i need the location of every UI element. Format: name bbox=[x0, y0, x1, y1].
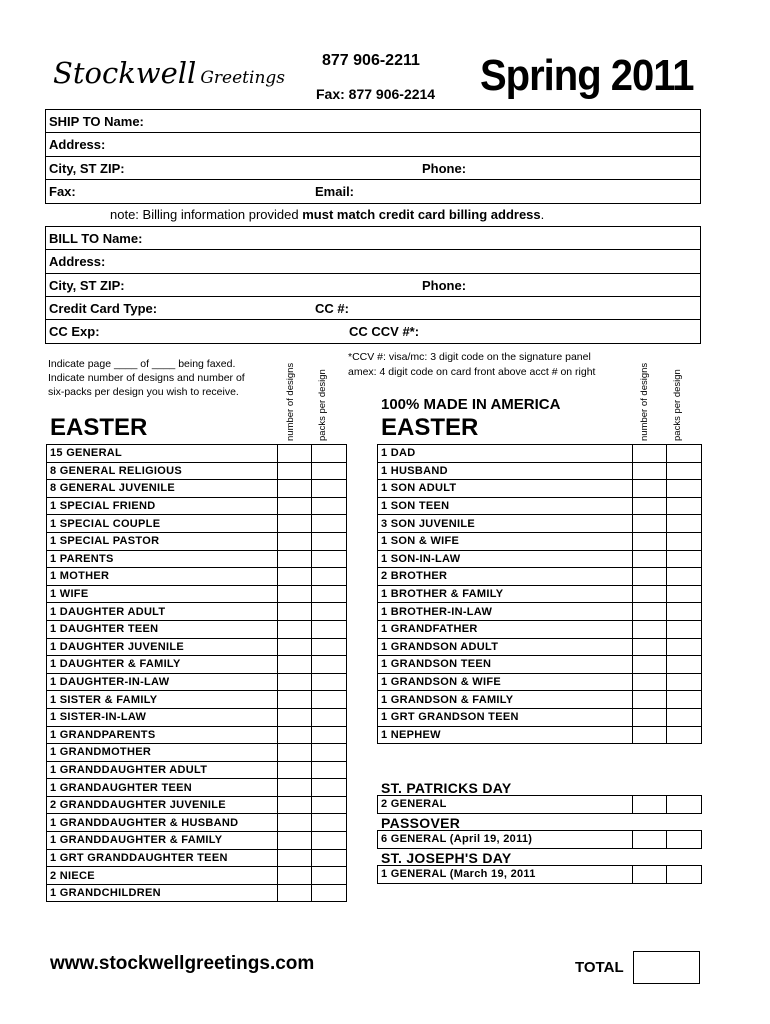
packs-count-cell[interactable] bbox=[312, 620, 347, 638]
table-row bbox=[47, 673, 347, 691]
instruction-line: Indicate page ____ of ____ being faxed. bbox=[48, 358, 236, 370]
packs-count-cell[interactable] bbox=[667, 638, 702, 656]
billing-note-prefix: note: Billing information provided bbox=[110, 207, 303, 222]
item-label: 1 GRANDDAUGHTER ADULT bbox=[47, 761, 278, 779]
table-row bbox=[47, 796, 347, 814]
designs-count-cell[interactable] bbox=[633, 603, 667, 621]
table-row bbox=[378, 796, 702, 814]
item-label: 1 GENERAL (March 19, 2011 bbox=[378, 866, 633, 884]
packs-count-cell[interactable] bbox=[667, 656, 702, 674]
designs-count-cell[interactable] bbox=[278, 480, 312, 498]
table-row bbox=[47, 638, 347, 656]
cc-ccv-label: CC CCV #*: bbox=[349, 324, 420, 340]
packs-count-cell[interactable] bbox=[312, 884, 347, 902]
designs-count-cell[interactable] bbox=[278, 462, 312, 480]
item-label: 1 GRANDMOTHER bbox=[47, 744, 278, 762]
designs-count-cell[interactable] bbox=[278, 532, 312, 550]
packs-count-cell[interactable] bbox=[312, 656, 347, 674]
packs-count-cell[interactable] bbox=[312, 550, 347, 568]
item-label: 1 GRANDFATHER bbox=[378, 620, 633, 638]
designs-count-cell[interactable] bbox=[278, 832, 312, 850]
table-row bbox=[47, 708, 347, 726]
passover-title: PASSOVER bbox=[381, 815, 461, 831]
packs-count-cell[interactable] bbox=[667, 726, 702, 744]
item-label: 2 NIECE bbox=[47, 867, 278, 885]
designs-count-cell[interactable] bbox=[278, 568, 312, 586]
billing-note-emphasis: must match credit card billing address bbox=[302, 207, 541, 222]
st-josephs-table bbox=[377, 865, 702, 884]
item-label: 2 GRANDDAUGHTER JUVENILE bbox=[47, 796, 278, 814]
designs-count-cell[interactable] bbox=[633, 568, 667, 586]
designs-count-cell[interactable] bbox=[633, 445, 667, 463]
packs-count-cell[interactable] bbox=[667, 497, 702, 515]
item-label: 1 SISTER-IN-LAW bbox=[47, 708, 278, 726]
left-section-title: EASTER bbox=[50, 414, 148, 441]
designs-count-cell[interactable] bbox=[633, 691, 667, 709]
packs-count-cell[interactable] bbox=[312, 515, 347, 533]
table-row bbox=[47, 480, 347, 498]
bill-phone-label: Phone: bbox=[422, 277, 467, 293]
designs-count-cell[interactable] bbox=[633, 532, 667, 550]
packs-count-cell[interactable] bbox=[312, 568, 347, 586]
bill-card-row[interactable] bbox=[46, 297, 700, 320]
item-label: 1 NEPHEW bbox=[378, 726, 633, 744]
designs-count-cell[interactable] bbox=[278, 673, 312, 691]
table-row bbox=[47, 656, 347, 674]
designs-count-cell[interactable] bbox=[278, 585, 312, 603]
designs-count-cell[interactable] bbox=[278, 550, 312, 568]
ship-name-row[interactable] bbox=[46, 110, 700, 133]
table-row bbox=[47, 814, 347, 832]
packs-count-cell[interactable] bbox=[312, 744, 347, 762]
designs-count-cell[interactable] bbox=[278, 867, 312, 885]
designs-count-cell[interactable] bbox=[278, 814, 312, 832]
right-designs-header: number of designs bbox=[639, 362, 650, 441]
made-in-america: 100% MADE IN AMERICA bbox=[381, 396, 561, 413]
table-row bbox=[47, 568, 347, 586]
table-row bbox=[378, 656, 702, 674]
right-easter-table bbox=[377, 444, 702, 744]
right-packs-header: packs per design bbox=[672, 369, 683, 441]
item-label: 1 GRANDSON & FAMILY bbox=[378, 691, 633, 709]
designs-count-cell[interactable] bbox=[278, 726, 312, 744]
item-label: 1 GRANDAUGHTER TEEN bbox=[47, 779, 278, 797]
st-josephs-title: ST. JOSEPH'S DAY bbox=[381, 850, 512, 866]
total-label: TOTAL bbox=[575, 959, 624, 976]
item-label: 15 GENERAL bbox=[47, 445, 278, 463]
brand-name: Stockwell bbox=[53, 56, 197, 90]
packs-count-cell[interactable] bbox=[312, 603, 347, 621]
designs-count-cell[interactable] bbox=[633, 831, 667, 849]
packs-count-cell[interactable] bbox=[312, 796, 347, 814]
packs-count-cell[interactable] bbox=[312, 761, 347, 779]
packs-count-cell[interactable] bbox=[667, 796, 702, 814]
packs-count-cell[interactable] bbox=[667, 515, 702, 533]
item-label: 1 BROTHER & FAMILY bbox=[378, 585, 633, 603]
table-row bbox=[378, 568, 702, 586]
designs-count-cell[interactable] bbox=[278, 603, 312, 621]
left-packs-header: packs per design bbox=[317, 369, 328, 441]
designs-count-cell[interactable] bbox=[633, 515, 667, 533]
season-title: Spring 2011 bbox=[480, 52, 694, 100]
st-patricks-title: ST. PATRICKS DAY bbox=[381, 780, 512, 796]
designs-count-cell[interactable] bbox=[278, 796, 312, 814]
designs-count-cell[interactable] bbox=[278, 497, 312, 515]
packs-count-cell[interactable] bbox=[312, 532, 347, 550]
item-label: 1 GRANDDAUGHTER & FAMILY bbox=[47, 832, 278, 850]
item-label: 1 GRANDCHILDREN bbox=[47, 884, 278, 902]
bill-to-box bbox=[45, 226, 701, 344]
designs-count-cell[interactable] bbox=[633, 866, 667, 884]
table-row bbox=[378, 638, 702, 656]
item-label: 1 SPECIAL PASTOR bbox=[47, 532, 278, 550]
table-row bbox=[47, 691, 347, 709]
ship-email-label: Email: bbox=[315, 183, 355, 199]
designs-count-cell[interactable] bbox=[278, 691, 312, 709]
designs-count-cell[interactable] bbox=[278, 515, 312, 533]
designs-count-cell[interactable] bbox=[633, 550, 667, 568]
item-label: 1 GRANDDAUGHTER & HUSBAND bbox=[47, 814, 278, 832]
packs-count-cell[interactable] bbox=[312, 638, 347, 656]
item-label: 1 DAUGHTER ADULT bbox=[47, 603, 278, 621]
packs-count-cell[interactable] bbox=[312, 708, 347, 726]
billing-note-suffix: . bbox=[540, 207, 545, 222]
packs-count-cell[interactable] bbox=[667, 445, 702, 463]
table-row bbox=[47, 726, 347, 744]
item-label: 1 SISTER & FAMILY bbox=[47, 691, 278, 709]
table-row bbox=[47, 884, 347, 902]
ccv-note-line: amex: 4 digit code on card front above acct # on right bbox=[348, 366, 596, 378]
item-label: 1 SON ADULT bbox=[378, 480, 633, 498]
table-row bbox=[378, 497, 702, 515]
table-row bbox=[378, 462, 702, 480]
table-row bbox=[378, 866, 702, 884]
designs-count-cell[interactable] bbox=[278, 744, 312, 762]
designs-count-cell[interactable] bbox=[633, 480, 667, 498]
ship-city-label: City, ST ZIP: bbox=[49, 160, 125, 176]
bill-address-row[interactable] bbox=[46, 250, 700, 273]
ship-address-row[interactable] bbox=[46, 133, 700, 156]
packs-count-cell[interactable] bbox=[667, 585, 702, 603]
packs-count-cell[interactable] bbox=[667, 866, 702, 884]
website-url[interactable]: www.stockwellgreetings.com bbox=[50, 953, 315, 974]
item-label: 8 GENERAL RELIGIOUS bbox=[47, 462, 278, 480]
designs-count-cell[interactable] bbox=[633, 497, 667, 515]
designs-count-cell[interactable] bbox=[633, 620, 667, 638]
right-section-title: EASTER bbox=[381, 414, 479, 441]
designs-count-cell[interactable] bbox=[278, 656, 312, 674]
table-row bbox=[378, 550, 702, 568]
designs-count-cell[interactable] bbox=[633, 638, 667, 656]
item-label: 1 GRANDSON TEEN bbox=[378, 656, 633, 674]
designs-count-cell[interactable] bbox=[278, 620, 312, 638]
packs-count-cell[interactable] bbox=[312, 849, 347, 867]
packs-count-cell[interactable] bbox=[312, 691, 347, 709]
cc-exp-label: CC Exp: bbox=[49, 324, 100, 340]
packs-count-cell[interactable] bbox=[312, 497, 347, 515]
table-row bbox=[47, 532, 347, 550]
ship-to-box bbox=[45, 109, 701, 204]
packs-count-cell[interactable] bbox=[667, 568, 702, 586]
designs-count-cell[interactable] bbox=[633, 796, 667, 814]
ccv-note bbox=[348, 350, 595, 380]
brand-subtitle: Greetings bbox=[200, 68, 285, 88]
packs-count-cell[interactable] bbox=[667, 831, 702, 849]
packs-count-cell[interactable] bbox=[312, 585, 347, 603]
instruction-line: six-packs per design you wish to receive. bbox=[48, 386, 239, 398]
designs-count-cell[interactable] bbox=[633, 656, 667, 674]
packs-count-cell[interactable] bbox=[667, 550, 702, 568]
designs-count-cell[interactable] bbox=[633, 585, 667, 603]
table-row bbox=[47, 620, 347, 638]
table-row bbox=[47, 849, 347, 867]
table-row bbox=[378, 585, 702, 603]
designs-count-cell[interactable] bbox=[633, 673, 667, 691]
table-row bbox=[47, 779, 347, 797]
ccv-note-line: *CCV #: visa/mc: 3 digit code on the signature panel bbox=[348, 351, 591, 363]
bill-address-label: Address: bbox=[49, 254, 106, 270]
left-designs-header: number of designs bbox=[285, 362, 296, 441]
instruction-line: Indicate number of designs and number of bbox=[48, 372, 245, 384]
designs-count-cell[interactable] bbox=[278, 445, 312, 463]
packs-count-cell[interactable] bbox=[312, 462, 347, 480]
packs-count-cell[interactable] bbox=[667, 673, 702, 691]
phone-number: 877 906-2211 bbox=[322, 52, 420, 69]
packs-count-cell[interactable] bbox=[312, 726, 347, 744]
table-row bbox=[47, 761, 347, 779]
packs-count-cell[interactable] bbox=[312, 832, 347, 850]
item-label: 1 SPECIAL FRIEND bbox=[47, 497, 278, 515]
packs-count-cell[interactable] bbox=[667, 691, 702, 709]
designs-count-cell[interactable] bbox=[278, 884, 312, 902]
packs-count-cell[interactable] bbox=[312, 445, 347, 463]
bill-city-row[interactable] bbox=[46, 274, 700, 297]
packs-count-cell[interactable] bbox=[312, 673, 347, 691]
table-row bbox=[47, 867, 347, 885]
table-row bbox=[47, 445, 347, 463]
packs-count-cell[interactable] bbox=[667, 532, 702, 550]
packs-count-cell[interactable] bbox=[312, 480, 347, 498]
item-label: 1 SON & WIFE bbox=[378, 532, 633, 550]
packs-count-cell[interactable] bbox=[312, 814, 347, 832]
table-row bbox=[378, 708, 702, 726]
table-row bbox=[378, 673, 702, 691]
table-row bbox=[47, 744, 347, 762]
designs-count-cell[interactable] bbox=[278, 779, 312, 797]
designs-count-cell[interactable] bbox=[278, 638, 312, 656]
item-label: 1 HUSBAND bbox=[378, 462, 633, 480]
item-label: 3 SON JUVENILE bbox=[378, 515, 633, 533]
designs-count-cell[interactable] bbox=[278, 708, 312, 726]
bill-name-row[interactable] bbox=[46, 227, 700, 250]
packs-count-cell[interactable] bbox=[312, 867, 347, 885]
item-label: 1 GRT GRANDDAUGHTER TEEN bbox=[47, 849, 278, 867]
table-row bbox=[47, 585, 347, 603]
table-row bbox=[47, 462, 347, 480]
item-label: 1 GRANDSON & WIFE bbox=[378, 673, 633, 691]
item-label: 1 DAD bbox=[378, 445, 633, 463]
table-row bbox=[378, 532, 702, 550]
item-label: 1 BROTHER-IN-LAW bbox=[378, 603, 633, 621]
item-label: 8 GENERAL JUVENILE bbox=[47, 480, 278, 498]
item-label: 1 GRANDSON ADULT bbox=[378, 638, 633, 656]
card-type-label: Credit Card Type: bbox=[49, 300, 158, 316]
table-row bbox=[378, 831, 702, 849]
item-label: 1 GRT GRANDSON TEEN bbox=[378, 708, 633, 726]
brand-logo bbox=[53, 56, 285, 90]
table-row bbox=[378, 603, 702, 621]
ship-fax-label: Fax: bbox=[49, 183, 76, 199]
packs-count-cell[interactable] bbox=[667, 620, 702, 638]
packs-count-cell[interactable] bbox=[667, 708, 702, 726]
item-label: 1 GRANDPARENTS bbox=[47, 726, 278, 744]
packs-count-cell[interactable] bbox=[312, 779, 347, 797]
item-label: 6 GENERAL (April 19, 2011) bbox=[378, 831, 633, 849]
table-row bbox=[47, 497, 347, 515]
fax-instructions bbox=[48, 357, 245, 399]
table-row bbox=[47, 550, 347, 568]
designs-count-cell[interactable] bbox=[633, 462, 667, 480]
ship-city-row[interactable] bbox=[46, 157, 700, 180]
item-label: 1 DAUGHTER TEEN bbox=[47, 620, 278, 638]
packs-count-cell[interactable] bbox=[667, 462, 702, 480]
table-row bbox=[378, 515, 702, 533]
designs-count-cell[interactable] bbox=[278, 849, 312, 867]
table-row bbox=[378, 726, 702, 744]
bill-name-label: BILL TO Name: bbox=[49, 231, 143, 246]
table-row bbox=[47, 603, 347, 621]
fax-number: Fax: 877 906-2214 bbox=[316, 86, 436, 102]
total-field[interactable] bbox=[633, 951, 700, 984]
left-easter-table bbox=[46, 444, 347, 902]
ship-address-label: Address: bbox=[49, 137, 106, 153]
item-label: 2 BROTHER bbox=[378, 568, 633, 586]
table-row bbox=[47, 832, 347, 850]
item-label: 1 DAUGHTER-IN-LAW bbox=[47, 673, 278, 691]
table-row bbox=[47, 515, 347, 533]
ship-name-label: SHIP TO Name: bbox=[49, 114, 144, 129]
designs-count-cell[interactable] bbox=[633, 708, 667, 726]
passover-table bbox=[377, 830, 702, 849]
table-row bbox=[378, 480, 702, 498]
packs-count-cell[interactable] bbox=[667, 603, 702, 621]
table-row bbox=[378, 620, 702, 638]
item-label: 1 SON TEEN bbox=[378, 497, 633, 515]
bill-exp-row[interactable] bbox=[46, 320, 700, 343]
table-row bbox=[378, 445, 702, 463]
cc-number-label: CC #: bbox=[315, 300, 349, 316]
packs-count-cell[interactable] bbox=[667, 480, 702, 498]
table-row bbox=[378, 691, 702, 709]
designs-count-cell[interactable] bbox=[633, 726, 667, 744]
ship-fax-row[interactable] bbox=[46, 180, 700, 203]
item-label: 1 SON-IN-LAW bbox=[378, 550, 633, 568]
ship-phone-label: Phone: bbox=[422, 160, 467, 176]
designs-count-cell[interactable] bbox=[278, 761, 312, 779]
st-patricks-table bbox=[377, 795, 702, 814]
item-label: 1 DAUGHTER & FAMILY bbox=[47, 656, 278, 674]
billing-note bbox=[110, 207, 544, 222]
item-label: 1 WIFE bbox=[47, 585, 278, 603]
item-label: 1 PARENTS bbox=[47, 550, 278, 568]
item-label: 1 DAUGHTER JUVENILE bbox=[47, 638, 278, 656]
bill-city-label: City, ST ZIP: bbox=[49, 277, 125, 293]
item-label: 1 SPECIAL COUPLE bbox=[47, 515, 278, 533]
item-label: 1 MOTHER bbox=[47, 568, 278, 586]
item-label: 2 GENERAL bbox=[378, 796, 633, 814]
